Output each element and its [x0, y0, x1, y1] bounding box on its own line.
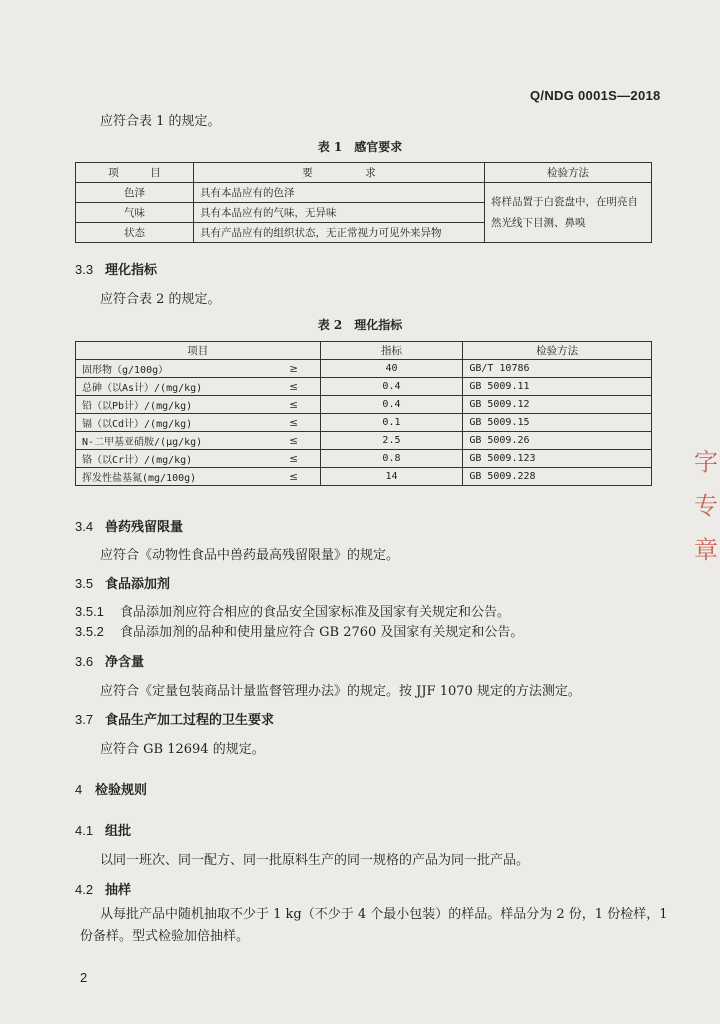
section-3-5-heading	[75, 573, 170, 592]
section-4-2-heading	[75, 879, 131, 898]
table-cell-operator: ≥	[268, 360, 320, 378]
stamp-char: 章	[694, 536, 718, 564]
table-cell: 0.4	[320, 396, 463, 414]
item-number: 3.5.1	[75, 604, 104, 619]
stamp-char: 字	[694, 448, 718, 476]
section-3-7-text: 应符合 GB 12694 的规定。	[100, 742, 265, 757]
table1-caption: 表 1 感官要求	[317, 140, 403, 154]
table-cell: 挥发性盐基氮(mg/100g)	[76, 468, 268, 486]
table-cell: 0.4	[320, 378, 463, 396]
item-text: 食品添加剂的品种和使用量应符合 GB 2760 及国家有关规定和公告。	[120, 625, 524, 640]
table-cell: 铬（以Cr计）/(mg/kg)	[76, 450, 268, 468]
table-header-cell: 指标	[320, 342, 463, 360]
table-row	[76, 414, 652, 432]
section-title: 食品生产加工过程的卫生要求	[105, 713, 275, 728]
section-title: 抽样	[105, 883, 132, 898]
section-title: 兽药残留限量	[105, 520, 184, 535]
item-text: 食品添加剂应符合相应的食品安全国家标准及国家有关规定和公告。	[120, 605, 511, 620]
item-number: 3.5.2	[75, 624, 104, 639]
table-cell: N-二甲基亚硝胺/(μg/kg)	[76, 432, 268, 450]
table-header-cell: 检验方法	[485, 163, 652, 183]
table-row	[76, 468, 652, 486]
section-title: 食品添加剂	[105, 577, 171, 592]
table-cell: GB 5009.15	[463, 414, 652, 432]
table-header-row	[76, 342, 652, 360]
section-4-2-line2: 份备样。型式检验加倍抽样。	[80, 929, 250, 944]
section-number: 4.1	[75, 823, 94, 838]
section-3-5-2	[75, 621, 523, 640]
table-header-row	[76, 163, 652, 183]
section-number: 4.2	[75, 882, 94, 897]
section-title: 检验规则	[95, 783, 148, 798]
table-cell: GB 5009.26	[463, 432, 652, 450]
section-3-4-heading	[75, 516, 183, 535]
table-cell-operator: ≤	[268, 432, 320, 450]
table-cell: 总砷（以As计）/(mg/kg)	[76, 378, 268, 396]
table-cell: 0.1	[320, 414, 463, 432]
table2-caption: 表 2 理化指标	[317, 318, 403, 332]
section-4-1-heading	[75, 820, 131, 839]
section-title: 理化指标	[105, 263, 158, 278]
section-number: 3.3	[75, 262, 94, 277]
table-cell-operator: ≤	[268, 414, 320, 432]
table-header-cell: 要 求	[194, 163, 485, 183]
table-row	[76, 396, 652, 414]
table-header-cell: 项 目	[76, 163, 194, 183]
table-cell: 0.8	[320, 450, 463, 468]
table-cell: 状态	[76, 223, 194, 243]
table-header-cell: 检验方法	[463, 342, 652, 360]
section-3-6-heading	[75, 651, 144, 670]
table-row	[76, 360, 652, 378]
table-cell: 气味	[76, 203, 194, 223]
table-cell-method: 将样品置于白瓷盘中，在明亮自然光线下目测、鼻嗅	[485, 183, 652, 243]
table-cell: 14	[320, 468, 463, 486]
section-3-3-text: 应符合表 2 的规定。	[100, 292, 221, 307]
section-title: 组批	[105, 824, 132, 839]
section-4-heading	[75, 779, 147, 798]
table-cell: 色泽	[76, 183, 194, 203]
table-cell-operator: ≤	[268, 396, 320, 414]
page-number: 2	[80, 970, 88, 985]
table-cell: GB/T 10786	[463, 360, 652, 378]
table-cell: 镉（以Cd计）/(mg/kg)	[76, 414, 268, 432]
document-code: Q/NDG 0001S—2018	[530, 88, 661, 103]
table-cell: 铅（以Pb计）/(mg/kg)	[76, 396, 268, 414]
sensory-table	[75, 162, 652, 243]
table-cell: 2.5	[320, 432, 463, 450]
table-header-cell: 项目	[76, 342, 321, 360]
section-4-2-line1: 从每批产品中随机抽取不少于 1 kg（不少于 4 个最小包装）的样品。样品分为 2 份，1 份检样，1	[100, 907, 668, 922]
table-cell: GB 5009.123	[463, 450, 652, 468]
section-3-7-heading	[75, 709, 274, 728]
section-3-5-1	[75, 601, 510, 620]
intro-text: 应符合表 1 的规定。	[100, 114, 221, 129]
section-number: 3.6	[75, 654, 94, 669]
table-row	[76, 378, 652, 396]
table-cell-operator: ≤	[268, 450, 320, 468]
stamp-char: 专	[694, 492, 718, 520]
table-cell: GB 5009.228	[463, 468, 652, 486]
table-row	[76, 450, 652, 468]
table-cell: GB 5009.11	[463, 378, 652, 396]
table-cell-operator: ≤	[268, 378, 320, 396]
section-number: 3.7	[75, 712, 94, 727]
table-cell: GB 5009.12	[463, 396, 652, 414]
table-row	[76, 432, 652, 450]
table-cell-operator: ≤	[268, 468, 320, 486]
table-cell: 具有产品应有的组织状态，无正常视力可见外来异物	[194, 223, 485, 243]
table-row	[76, 183, 652, 203]
section-number: 3.5	[75, 576, 94, 591]
seal-stamp	[694, 440, 720, 630]
section-3-4-text: 应符合《动物性食品中兽药最高残留限量》的规定。	[100, 548, 400, 563]
section-number: 4	[75, 782, 83, 797]
table-cell: 具有本品应有的色泽	[194, 183, 485, 203]
section-3-6-text: 应符合《定量包装商品计量监督管理办法》的规定。按 JJF 1070 规定的方法测定。	[100, 684, 581, 699]
section-title: 净含量	[105, 655, 145, 670]
table-cell: 40	[320, 360, 463, 378]
section-number: 3.4	[75, 519, 94, 534]
table-cell: 固形物（g/100g）	[76, 360, 268, 378]
section-3-3-heading	[75, 259, 157, 278]
section-4-1-text: 以同一班次、同一配方、同一批原料生产的同一规格的产品为同一批产品。	[100, 853, 530, 868]
table-cell: 具有本品应有的气味，无异味	[194, 203, 485, 223]
physicochemical-table	[75, 341, 652, 486]
